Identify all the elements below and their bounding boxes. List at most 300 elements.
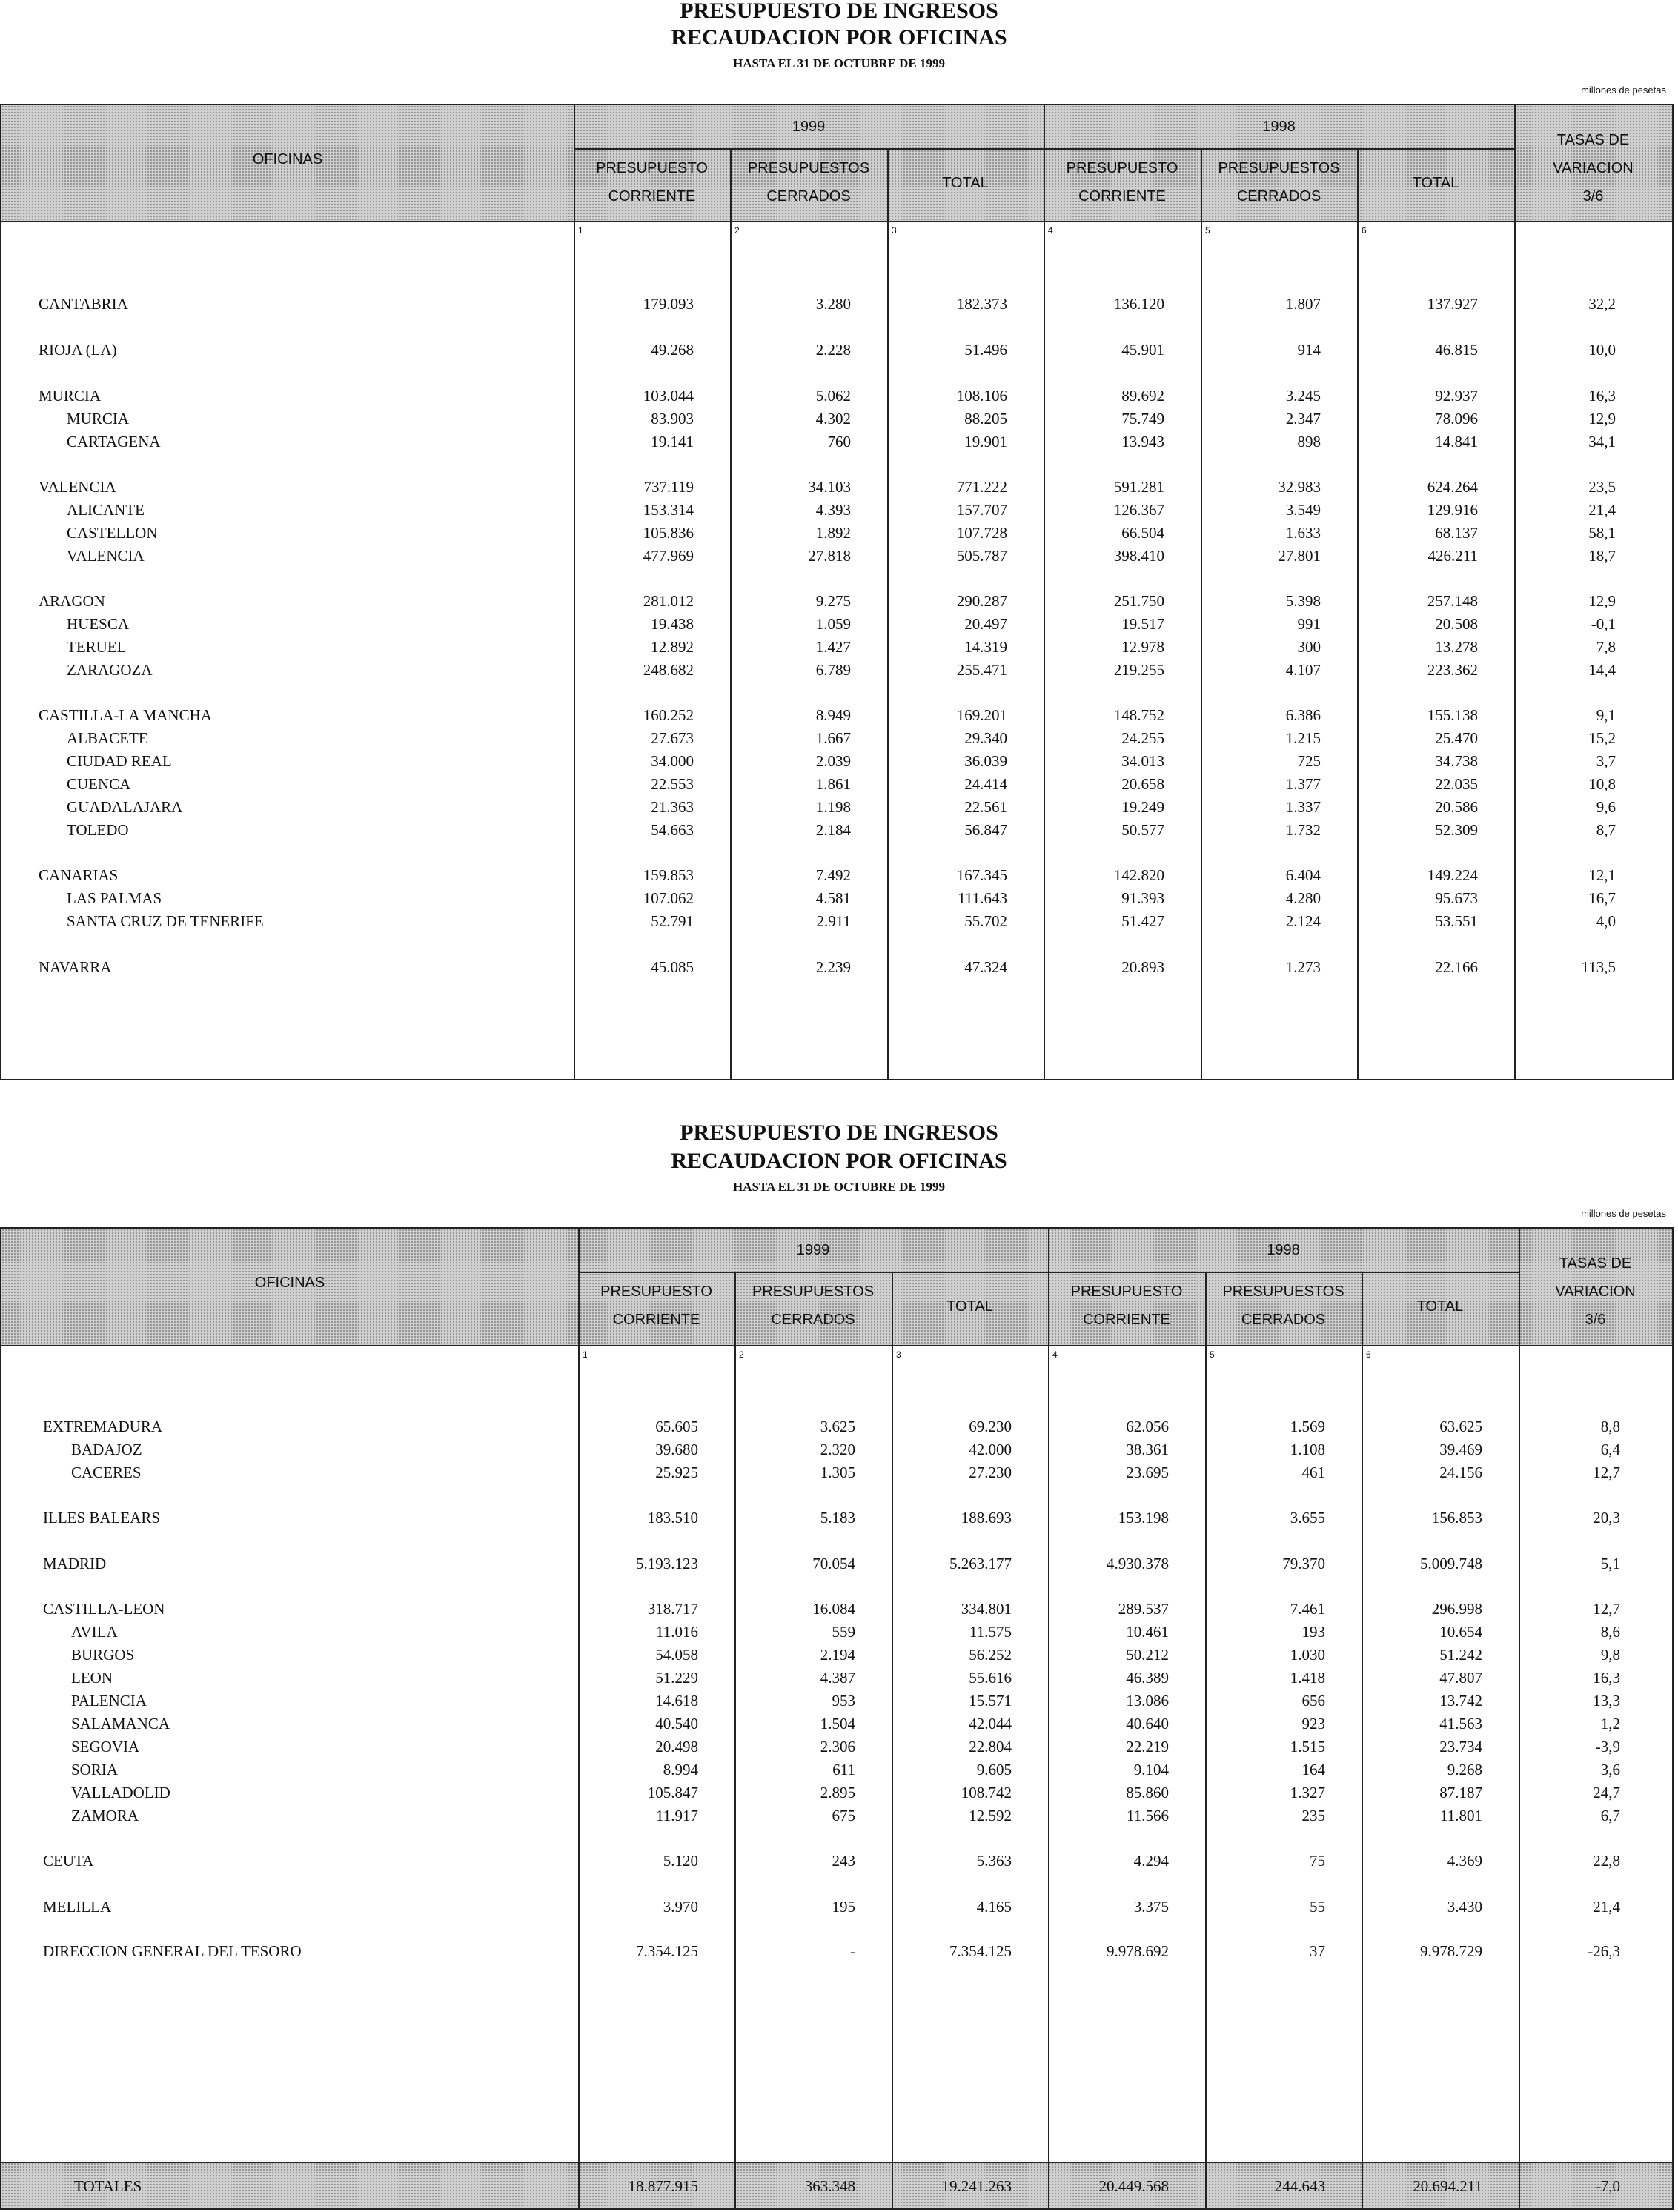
- cell-value: 108.106: [956, 387, 1007, 405]
- cell-value: 22.553: [651, 775, 694, 793]
- cell-value: 79.370: [1282, 1555, 1325, 1572]
- cell-value: 24,7: [1593, 1784, 1620, 1801]
- cell-value: 91.393: [1121, 889, 1164, 907]
- cell-value: 54.663: [651, 821, 694, 839]
- header-tasas-variacion: TASAS DE VARIACION 3/6: [1555, 1255, 1636, 1328]
- cell-value: 88.205: [964, 410, 1007, 428]
- cell-value: 5.062: [815, 387, 851, 405]
- cell-value: 656: [1301, 1692, 1325, 1710]
- sub-office-name: CACERES: [71, 1464, 142, 1481]
- cell-value: 3.625: [820, 1418, 855, 1435]
- column-number: 4: [1052, 1349, 1058, 1360]
- cell-value: 8.994: [663, 1761, 698, 1778]
- cell-value: 32,2: [1588, 295, 1616, 313]
- cell-value: 11.566: [1127, 1807, 1169, 1824]
- cell-value: 40.540: [655, 1715, 698, 1733]
- cell-value: 51.229: [655, 1669, 698, 1687]
- cell-value: 27.230: [969, 1464, 1012, 1481]
- cell-value: 169.201: [956, 706, 1007, 724]
- sub-office-name: SALAMANCA: [71, 1715, 170, 1733]
- cell-value: 42.044: [969, 1715, 1012, 1733]
- cell-value: 51.242: [1439, 1646, 1482, 1664]
- cell-value: 83.903: [651, 410, 694, 428]
- cell-value: 6,7: [1600, 1807, 1620, 1824]
- office-name: RIOJA (LA): [39, 341, 117, 359]
- cell-value: 10.461: [1126, 1623, 1169, 1641]
- cell-value: 398.410: [1113, 547, 1164, 565]
- table-row: [0, 1621, 1678, 1644]
- cell-value: 22.166: [1435, 958, 1478, 976]
- cell-value: 3.970: [663, 1898, 698, 1916]
- sub-office-name: TOLEDO: [67, 821, 129, 839]
- cell-value: 923: [1301, 1715, 1325, 1733]
- cell-value: 22.561: [964, 798, 1007, 816]
- cell-value: 7,8: [1596, 638, 1616, 656]
- cell-value: 20.508: [1435, 615, 1478, 633]
- sub-office-name: MURCIA: [67, 410, 130, 428]
- cell-value: 19.901: [964, 433, 1007, 451]
- cell-value: 69.230: [969, 1418, 1012, 1435]
- cell-value: 16,7: [1588, 889, 1616, 907]
- cell-value: 20.497: [964, 615, 1007, 633]
- header-presupuestos-cerrados: PRESUPUESTOS CERRADOS: [747, 160, 870, 205]
- cell-value: 2.911: [816, 912, 851, 930]
- cell-value: 4.302: [815, 410, 851, 428]
- header-tasas-variacion: TASAS DE VARIACION 3/6: [1553, 132, 1634, 205]
- cell-value: 56.847: [964, 821, 1007, 839]
- sub-office-name: ZARAGOZA: [67, 661, 153, 679]
- cell-value: 103.044: [643, 387, 694, 405]
- cell-value: 914: [1297, 341, 1321, 359]
- table-row: [0, 1461, 1678, 1484]
- header-year-1999: 1999: [792, 119, 826, 135]
- cell-value: 461: [1301, 1464, 1325, 1481]
- cell-value: 47.324: [964, 958, 1007, 976]
- office-name: MADRID: [43, 1555, 107, 1572]
- cell-value: 1.861: [815, 775, 851, 793]
- cell-value: 16,3: [1593, 1669, 1620, 1687]
- cell-value: 22.035: [1435, 775, 1478, 793]
- cell-value: 1.515: [1290, 1738, 1325, 1756]
- cell-value: 20,3: [1593, 1509, 1620, 1527]
- cell-value: 38.361: [1126, 1441, 1169, 1458]
- sub-office-name: PALENCIA: [71, 1692, 147, 1710]
- cell-value: 159.853: [643, 866, 694, 884]
- cell-value: 92.937: [1435, 387, 1478, 405]
- cell-value: 5.193.123: [636, 1555, 698, 1572]
- cell-value: 195: [832, 1898, 855, 1916]
- cell-value: 255.471: [956, 661, 1007, 679]
- cell-value: 23.734: [1439, 1738, 1482, 1756]
- header-presupuestos-cerrados: PRESUPUESTOS CERRADOS: [1218, 160, 1340, 205]
- sub-office-name: ZAMORA: [71, 1807, 139, 1824]
- cell-value: 13.742: [1439, 1692, 1482, 1710]
- cell-value: -3,9: [1595, 1738, 1620, 1756]
- table-row: [0, 1598, 1678, 1621]
- cell-value: 15,2: [1588, 729, 1616, 747]
- cell-value: 32.983: [1278, 478, 1321, 496]
- office-name: MELILLA: [43, 1898, 112, 1916]
- cell-value: 113,5: [1581, 958, 1616, 976]
- sub-office-name: VALLADOLID: [71, 1784, 170, 1801]
- cell-value: 37: [1310, 1942, 1325, 1960]
- cell-value: 41.563: [1439, 1715, 1482, 1733]
- office-name: VALENCIA: [39, 478, 116, 496]
- page-date: HASTA EL 31 DE OCTUBRE DE 1999: [733, 56, 945, 70]
- cell-value: 89.692: [1121, 387, 1164, 405]
- cell-value: 182.373: [956, 295, 1007, 313]
- cell-value: 12,7: [1593, 1464, 1620, 1481]
- cell-value: -: [850, 1942, 855, 1960]
- cell-value: 70.054: [812, 1555, 855, 1572]
- cell-value: 19.249: [1121, 798, 1164, 816]
- cell-value: 9.268: [1447, 1761, 1482, 1778]
- units-label: millones de pesetas: [1581, 1208, 1666, 1219]
- page-title: PRESUPUESTO DE INGRESOS: [680, 1120, 998, 1145]
- cell-value: -26,3: [1588, 1942, 1620, 1960]
- cell-value: 2.306: [820, 1738, 855, 1756]
- cell-value: 1.327: [1290, 1784, 1325, 1801]
- sub-office-name: GUADALAJARA: [67, 798, 183, 816]
- cell-value: 107.728: [956, 524, 1007, 542]
- cell-value: 55.616: [969, 1669, 1012, 1687]
- cell-value: 51.496: [964, 341, 1007, 359]
- header-total: TOTAL: [946, 1298, 993, 1315]
- page-date: HASTA EL 31 DE OCTUBRE DE 1999: [733, 1180, 945, 1194]
- cell-value: 9.275: [815, 592, 851, 610]
- cell-value: 22,8: [1593, 1852, 1620, 1870]
- header-year-1998: 1998: [1262, 119, 1296, 135]
- cell-value: 153.314: [643, 501, 694, 519]
- cell-value: 5.009.748: [1420, 1555, 1482, 1572]
- cell-value: 46.389: [1126, 1669, 1169, 1687]
- cell-value: 34.000: [651, 752, 694, 770]
- cell-value: 8.949: [815, 706, 851, 724]
- cell-value: 15.571: [969, 1692, 1012, 1710]
- page-subtitle: RECAUDACION POR OFICINAS: [671, 1149, 1007, 1173]
- cell-value: 55: [1310, 1898, 1325, 1916]
- cell-value: 160.252: [643, 706, 694, 724]
- cell-value: 54.058: [655, 1646, 698, 1664]
- cell-value: 1,2: [1600, 1715, 1620, 1733]
- cell-value: 235: [1301, 1807, 1325, 1824]
- cell-value: 243: [832, 1852, 855, 1870]
- cell-value: 66.504: [1121, 524, 1164, 542]
- cell-value: 10,8: [1588, 775, 1616, 793]
- sub-office-name: BURGOS: [71, 1646, 135, 1664]
- sub-office-name: LAS PALMAS: [67, 889, 162, 907]
- table-row: [0, 1781, 1678, 1804]
- cell-value: 4.107: [1285, 661, 1321, 679]
- cell-value: 20.586: [1435, 798, 1478, 816]
- cell-value: 725: [1297, 752, 1321, 770]
- header-total: TOTAL: [1416, 1298, 1464, 1315]
- sub-office-name: CUENCA: [67, 775, 131, 793]
- office-name: CANARIAS: [39, 866, 119, 884]
- cell-value: 2.184: [815, 821, 851, 839]
- cell-value: 12,9: [1588, 592, 1616, 610]
- units-label: millones de pesetas: [1581, 84, 1666, 96]
- cell-value: 157.707: [956, 501, 1007, 519]
- cell-value: 129.916: [1427, 501, 1478, 519]
- cell-value: 290.287: [956, 592, 1007, 610]
- cell-value: 126.367: [1113, 501, 1164, 519]
- cell-value: 188.693: [961, 1509, 1012, 1527]
- cell-value: 24.156: [1439, 1464, 1482, 1481]
- sub-office-name: SORIA: [71, 1761, 119, 1778]
- column-number: 6: [1362, 225, 1367, 236]
- cell-value: 9,1: [1596, 706, 1616, 724]
- cell-value: 8,8: [1600, 1418, 1620, 1435]
- cell-value: 19.141: [651, 433, 694, 451]
- cell-value: 14.841: [1435, 433, 1478, 451]
- cell-value: 12,1: [1588, 866, 1616, 884]
- cell-value: 296.998: [1431, 1600, 1482, 1618]
- cell-value: 760: [827, 433, 851, 451]
- cell-value: 991: [1297, 615, 1321, 633]
- cell-value: 34,1: [1588, 433, 1616, 451]
- cell-value: 7.354.125: [636, 1942, 698, 1960]
- cell-value: 34.103: [808, 478, 851, 496]
- cell-value: 219.255: [1113, 661, 1164, 679]
- cell-value: 55.702: [964, 912, 1007, 930]
- cell-value: 5.398: [1285, 592, 1321, 610]
- header-year-1999: 1999: [796, 1242, 830, 1258]
- cell-value: 18,7: [1588, 547, 1616, 565]
- office-name: DIRECCION GENERAL DEL TESORO: [43, 1942, 302, 1960]
- cell-value: 8,6: [1600, 1623, 1620, 1641]
- sub-office-name: CASTELLON: [67, 524, 158, 542]
- office-name: NAVARRA: [39, 958, 112, 976]
- cell-value: 25.470: [1435, 729, 1478, 747]
- cell-value: 3.549: [1285, 501, 1321, 519]
- cell-value: 56.252: [969, 1646, 1012, 1664]
- cell-value: 2.124: [1285, 912, 1321, 930]
- cell-value: 257.148: [1427, 592, 1478, 610]
- table-row: [0, 1438, 1678, 1461]
- cell-value: 23,5: [1588, 478, 1616, 496]
- cell-value: 4.930.378: [1107, 1555, 1169, 1572]
- sub-office-name: TERUEL: [67, 638, 127, 656]
- cell-value: 559: [832, 1623, 855, 1641]
- table-row: [0, 1713, 1678, 1736]
- cell-value: 105.847: [647, 1784, 698, 1801]
- totals-label: TOTALES: [74, 2177, 142, 2195]
- cell-value: 1.667: [815, 729, 851, 747]
- header-presupuesto-corriente: PRESUPUESTO CORRIENTE: [1070, 1283, 1183, 1328]
- cell-value: 14.319: [964, 638, 1007, 656]
- cell-value: 16.084: [812, 1600, 855, 1618]
- header-oficinas: OFICINAS: [254, 1275, 325, 1291]
- office-name: CASTILLA-LA MANCHA: [39, 706, 212, 724]
- cell-value: 12,7: [1593, 1600, 1620, 1618]
- cell-value: 49.268: [651, 341, 694, 359]
- cell-value: 111.643: [958, 889, 1007, 907]
- cell-value: 4.393: [815, 501, 851, 519]
- cell-value: 3,6: [1600, 1761, 1620, 1778]
- cell-value: 251.750: [1113, 592, 1164, 610]
- cell-value: 281.012: [643, 592, 694, 610]
- cell-value: 3.430: [1447, 1898, 1482, 1916]
- cell-value: 78.096: [1435, 410, 1478, 428]
- cell-value: 1.273: [1285, 958, 1321, 976]
- cell-value: 75: [1310, 1852, 1325, 1870]
- cell-value: 1.807: [1285, 295, 1321, 313]
- table-row: [0, 1850, 1678, 1873]
- cell-value: 21,4: [1593, 1898, 1620, 1916]
- cell-value: 52.309: [1435, 821, 1478, 839]
- cell-value: 4.581: [815, 889, 851, 907]
- office-name: ARAGON: [39, 592, 105, 610]
- cell-value: 14,4: [1588, 661, 1616, 679]
- cell-value: 4.165: [976, 1898, 1012, 1916]
- cell-value: 1.377: [1285, 775, 1321, 793]
- cell-value: 5.263.177: [949, 1555, 1012, 1572]
- cell-value: 42.000: [969, 1441, 1012, 1458]
- cell-value: 13.086: [1126, 1692, 1169, 1710]
- cell-value: 7.492: [815, 866, 851, 884]
- cell-value: 9.104: [1133, 1761, 1169, 1778]
- cell-value: 19.517: [1121, 615, 1164, 633]
- cell-value: 3,7: [1596, 752, 1616, 770]
- cell-value: 13,3: [1593, 1692, 1620, 1710]
- cell-value: 11.575: [969, 1623, 1012, 1641]
- cell-value: 505.787: [956, 547, 1007, 565]
- cell-value: 47.807: [1439, 1669, 1482, 1687]
- cell-value: 50.212: [1126, 1646, 1169, 1664]
- cell-value: 8,7: [1596, 821, 1616, 839]
- cell-value: 34.013: [1121, 752, 1164, 770]
- cell-value: 4.387: [820, 1669, 855, 1687]
- cell-value: 136.120: [1113, 295, 1164, 313]
- cell-value: 95.673: [1435, 889, 1478, 907]
- cell-value: 6.404: [1285, 866, 1321, 884]
- cell-value: 24.414: [964, 775, 1007, 793]
- column-number: 4: [1048, 225, 1053, 236]
- cell-value: 63.625: [1439, 1418, 1482, 1435]
- column-number: 6: [1366, 1349, 1371, 1360]
- cell-value: 611: [832, 1761, 855, 1778]
- cell-value: 62.056: [1126, 1418, 1169, 1435]
- cell-value: 193: [1301, 1623, 1325, 1641]
- table-row: [0, 1736, 1678, 1758]
- column-number: 2: [734, 225, 740, 236]
- sub-office-name: SEGOVIA: [71, 1738, 140, 1756]
- cell-value: 3.245: [1285, 387, 1321, 405]
- cell-value: 5,1: [1600, 1555, 1620, 1572]
- cell-value: 334.801: [961, 1600, 1012, 1618]
- office-name: MURCIA: [39, 387, 102, 405]
- cell-value: 13.278: [1435, 638, 1478, 656]
- table-row: [0, 1644, 1678, 1667]
- cell-value: 1.337: [1285, 798, 1321, 816]
- office-name: CANTABRIA: [39, 295, 128, 313]
- table-row: [0, 1667, 1678, 1690]
- cell-value: 675: [832, 1807, 855, 1824]
- cell-value: 107.062: [643, 889, 694, 907]
- cell-value: 1.030: [1290, 1646, 1325, 1664]
- cell-value: 36.039: [964, 752, 1007, 770]
- cell-value: 2.239: [815, 958, 851, 976]
- cell-value: 149.224: [1427, 866, 1478, 884]
- cell-value: 953: [832, 1692, 855, 1710]
- table-row: [0, 1690, 1678, 1713]
- cell-value: 2.194: [820, 1646, 855, 1664]
- total-value: -7,0: [1595, 2177, 1620, 2195]
- cell-value: 20.893: [1121, 958, 1164, 976]
- office-name: CEUTA: [43, 1852, 94, 1870]
- cell-value: 477.969: [643, 547, 694, 565]
- cell-value: 155.138: [1427, 706, 1478, 724]
- cell-value: 9,6: [1596, 798, 1616, 816]
- cell-value: 156.853: [1431, 1509, 1482, 1527]
- cell-value: 51.427: [1121, 912, 1164, 930]
- cell-value: 22.804: [969, 1738, 1012, 1756]
- column-number: 3: [892, 225, 897, 236]
- cell-value: 27.818: [808, 547, 851, 565]
- column-number: 3: [896, 1349, 901, 1360]
- cell-value: 2.895: [820, 1784, 855, 1801]
- cell-value: 10.654: [1439, 1623, 1482, 1641]
- column-number: 5: [1205, 225, 1210, 236]
- cell-value: 10,0: [1588, 341, 1616, 359]
- cell-value: 248.682: [643, 661, 694, 679]
- cell-value: 6,4: [1600, 1441, 1620, 1458]
- cell-value: 11.016: [656, 1623, 698, 1641]
- cell-value: 65.605: [655, 1418, 698, 1435]
- cell-value: 4.369: [1447, 1852, 1482, 1870]
- office-name: ILLES BALEARS: [43, 1509, 161, 1527]
- cell-value: 53.551: [1435, 912, 1478, 930]
- column-number: 2: [739, 1349, 744, 1360]
- cell-value: 289.537: [1118, 1600, 1169, 1618]
- header-year-1998: 1998: [1267, 1242, 1300, 1258]
- cell-value: -0,1: [1591, 615, 1616, 633]
- cell-value: 27.801: [1278, 547, 1321, 565]
- table-row: [0, 1896, 1678, 1919]
- cell-value: 21.363: [651, 798, 694, 816]
- header-presupuesto-corriente: PRESUPUESTO CORRIENTE: [596, 160, 708, 205]
- cell-value: 1.427: [815, 638, 851, 656]
- cell-value: 6.386: [1285, 706, 1321, 724]
- cell-value: 7.354.125: [949, 1942, 1012, 1960]
- cell-value: 27.673: [651, 729, 694, 747]
- sub-office-name: VALENCIA: [67, 547, 145, 565]
- sub-office-name: HUESCA: [67, 615, 130, 633]
- cell-value: 137.927: [1427, 295, 1478, 313]
- cell-value: 20.658: [1121, 775, 1164, 793]
- cell-value: 142.820: [1113, 866, 1164, 884]
- cell-value: 898: [1297, 433, 1321, 451]
- cell-value: 164: [1301, 1761, 1325, 1778]
- cell-value: 19.438: [651, 615, 694, 633]
- sub-office-name: SANTA CRUZ DE TENERIFE: [67, 912, 264, 930]
- cell-value: 3.655: [1290, 1509, 1325, 1527]
- total-value: 19.241.263: [941, 2177, 1012, 2195]
- cell-value: 2.039: [815, 752, 851, 770]
- cell-value: 4.280: [1285, 889, 1321, 907]
- column-number: 5: [1210, 1349, 1215, 1360]
- cell-value: 58,1: [1588, 524, 1616, 542]
- cell-value: 1.892: [815, 524, 851, 542]
- cell-value: 1.504: [820, 1715, 855, 1733]
- cell-value: 1.732: [1285, 821, 1321, 839]
- sub-office-name: BADAJOZ: [71, 1441, 142, 1458]
- cell-value: 1.633: [1285, 524, 1321, 542]
- total-value: 244.643: [1274, 2177, 1325, 2195]
- cell-value: 68.137: [1435, 524, 1478, 542]
- office-name: EXTREMADURA: [43, 1418, 162, 1435]
